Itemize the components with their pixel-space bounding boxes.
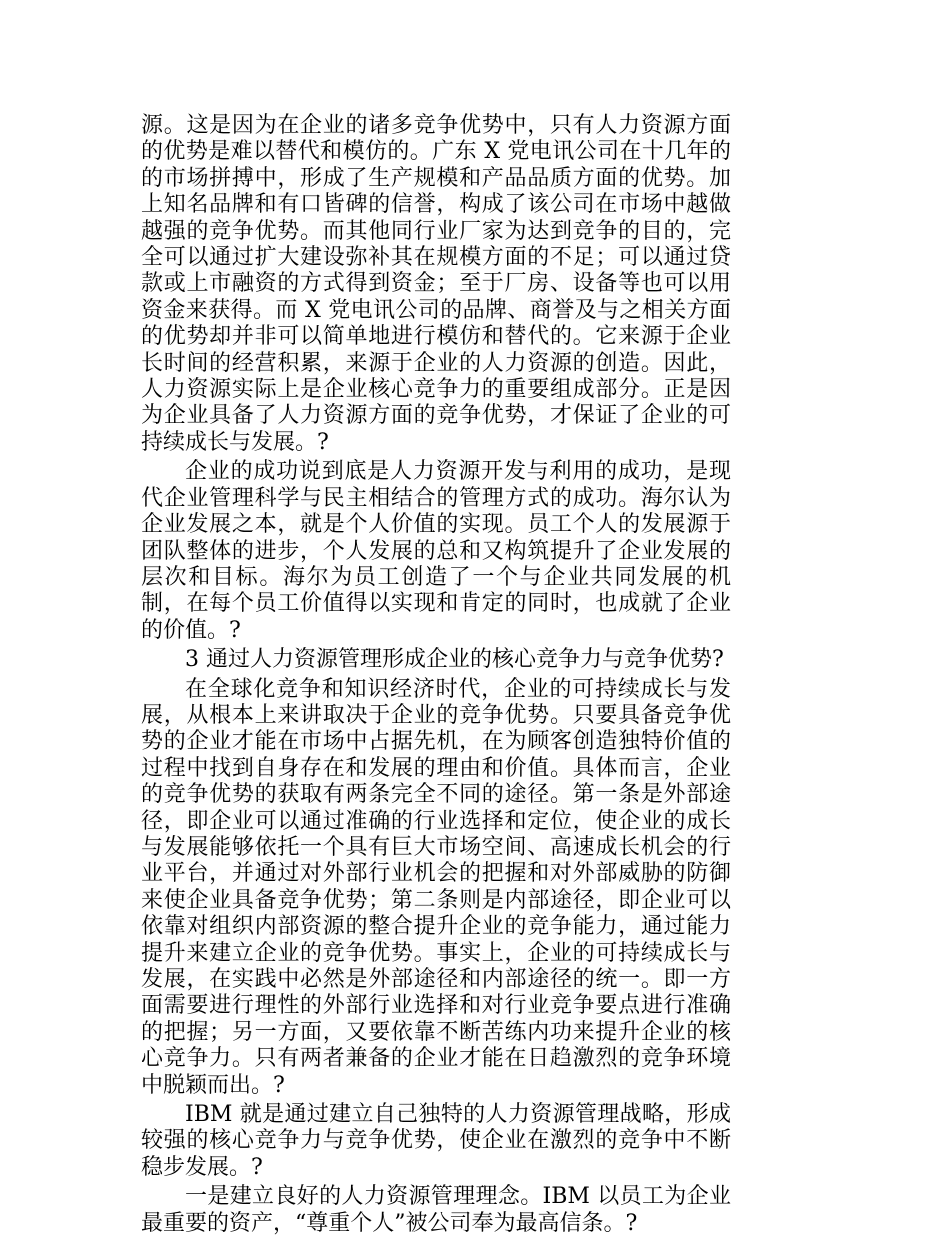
paragraph-1: 源。这是因为在企业的诸多竞争优势中，只有人力资源方面的优势是难以替代和模仿的。广东 X 党电讯公司在十几年的的市场拼搏中，形成了生产规模和产品品质方面的优势。加上知名品牌和有口皆碑的信誉，构成了该公司在市场中越做越强的竞争优势。而其他同行业厂家为达到竞争的目的，完全可以通过扩大建设弥补其在规模方面的不足；可以通过贷款或上市融资的方式得到资金；至于厂房、设备等也可以用资金来获得。而 X 党电讯公司的品牌、商誉及与之相关方面的优势却并非可以简单地进行模仿和替代的。它来源于企业长时间的经营积累，来源于企业的人力资源的创造。因此，人力资源实际上是企业核心竞争力的重要组成部分。正是因为企业具备了人力资源方面的竞争优势，才保证了企业的可持续成长与发展。? <box>141 113 731 455</box>
paragraph-6: 一是建立良好的人力资源管理理念。IBM 以员工为企业最重要的资产，“尊重个人”被公司奉为最高信条。? <box>141 1184 731 1236</box>
paragraph-4: 在全球化竞争和知识经济时代，企业的可持续成长与发展，从根本上来讲取决于企业的竞争优势。只要具备竞争优势的企业才能在市场中占据先机，在为顾客创造独特价值的过程中找到自身存在和发展的理由和价值。具体而言，企业的竞争优势的获取有两条完全不同的途径。第一条是外部途径，即企业可以通过准确的行业选择和定位，使企业的成长与发展能够依托一个具有巨大市场空间、高速成长机会的行业平台，并通过对外部行业机会的把握和对外部威胁的防御来使企业具备竞争优势；第二条则是内部途径，即企业可以依靠对组织内部资源的整合提升企业的竞争能力，通过能力提升来建立企业的竞争优势。事实上，企业的可持续成长与发展，在实践中必然是外部途径和内部途径的统一。即一方面需要进行理性的外部行业选择和对行业竞争要点进行准确的把握；另一方面，又要依靠不断苦练内功来提升企业的核心竞争力。只有两者兼备的企业才能在日趋激烈的竞争环境中脱颖而出。? <box>141 676 731 1098</box>
section-heading-3: 3 通过人力资源管理形成企业的核心竞争力与竞争优势? <box>185 647 724 673</box>
paragraph-2: 企业的成功说到底是人力资源开发与利用的成功，是现代企业管理科学与民主相结合的管理方式的成功。海尔认为企业发展之本，就是个人价值的实现。员工个人的发展源于团队整体的进步，个人发展的总和又构筑提升了企业发展的层次和目标。海尔为员工创造了一个与企业共同发展的机制，在每个员工价值得以实现和肯定的同时，也成就了企业的价值。? <box>141 459 731 643</box>
paragraph-5: IBM 就是通过建立自己独特的人力资源管理战略，形成较强的核心竞争力与竞争优势，使企业在激烈的竞争中不断稳步发展。? <box>141 1102 731 1180</box>
document-body <box>141 113 731 1240</box>
